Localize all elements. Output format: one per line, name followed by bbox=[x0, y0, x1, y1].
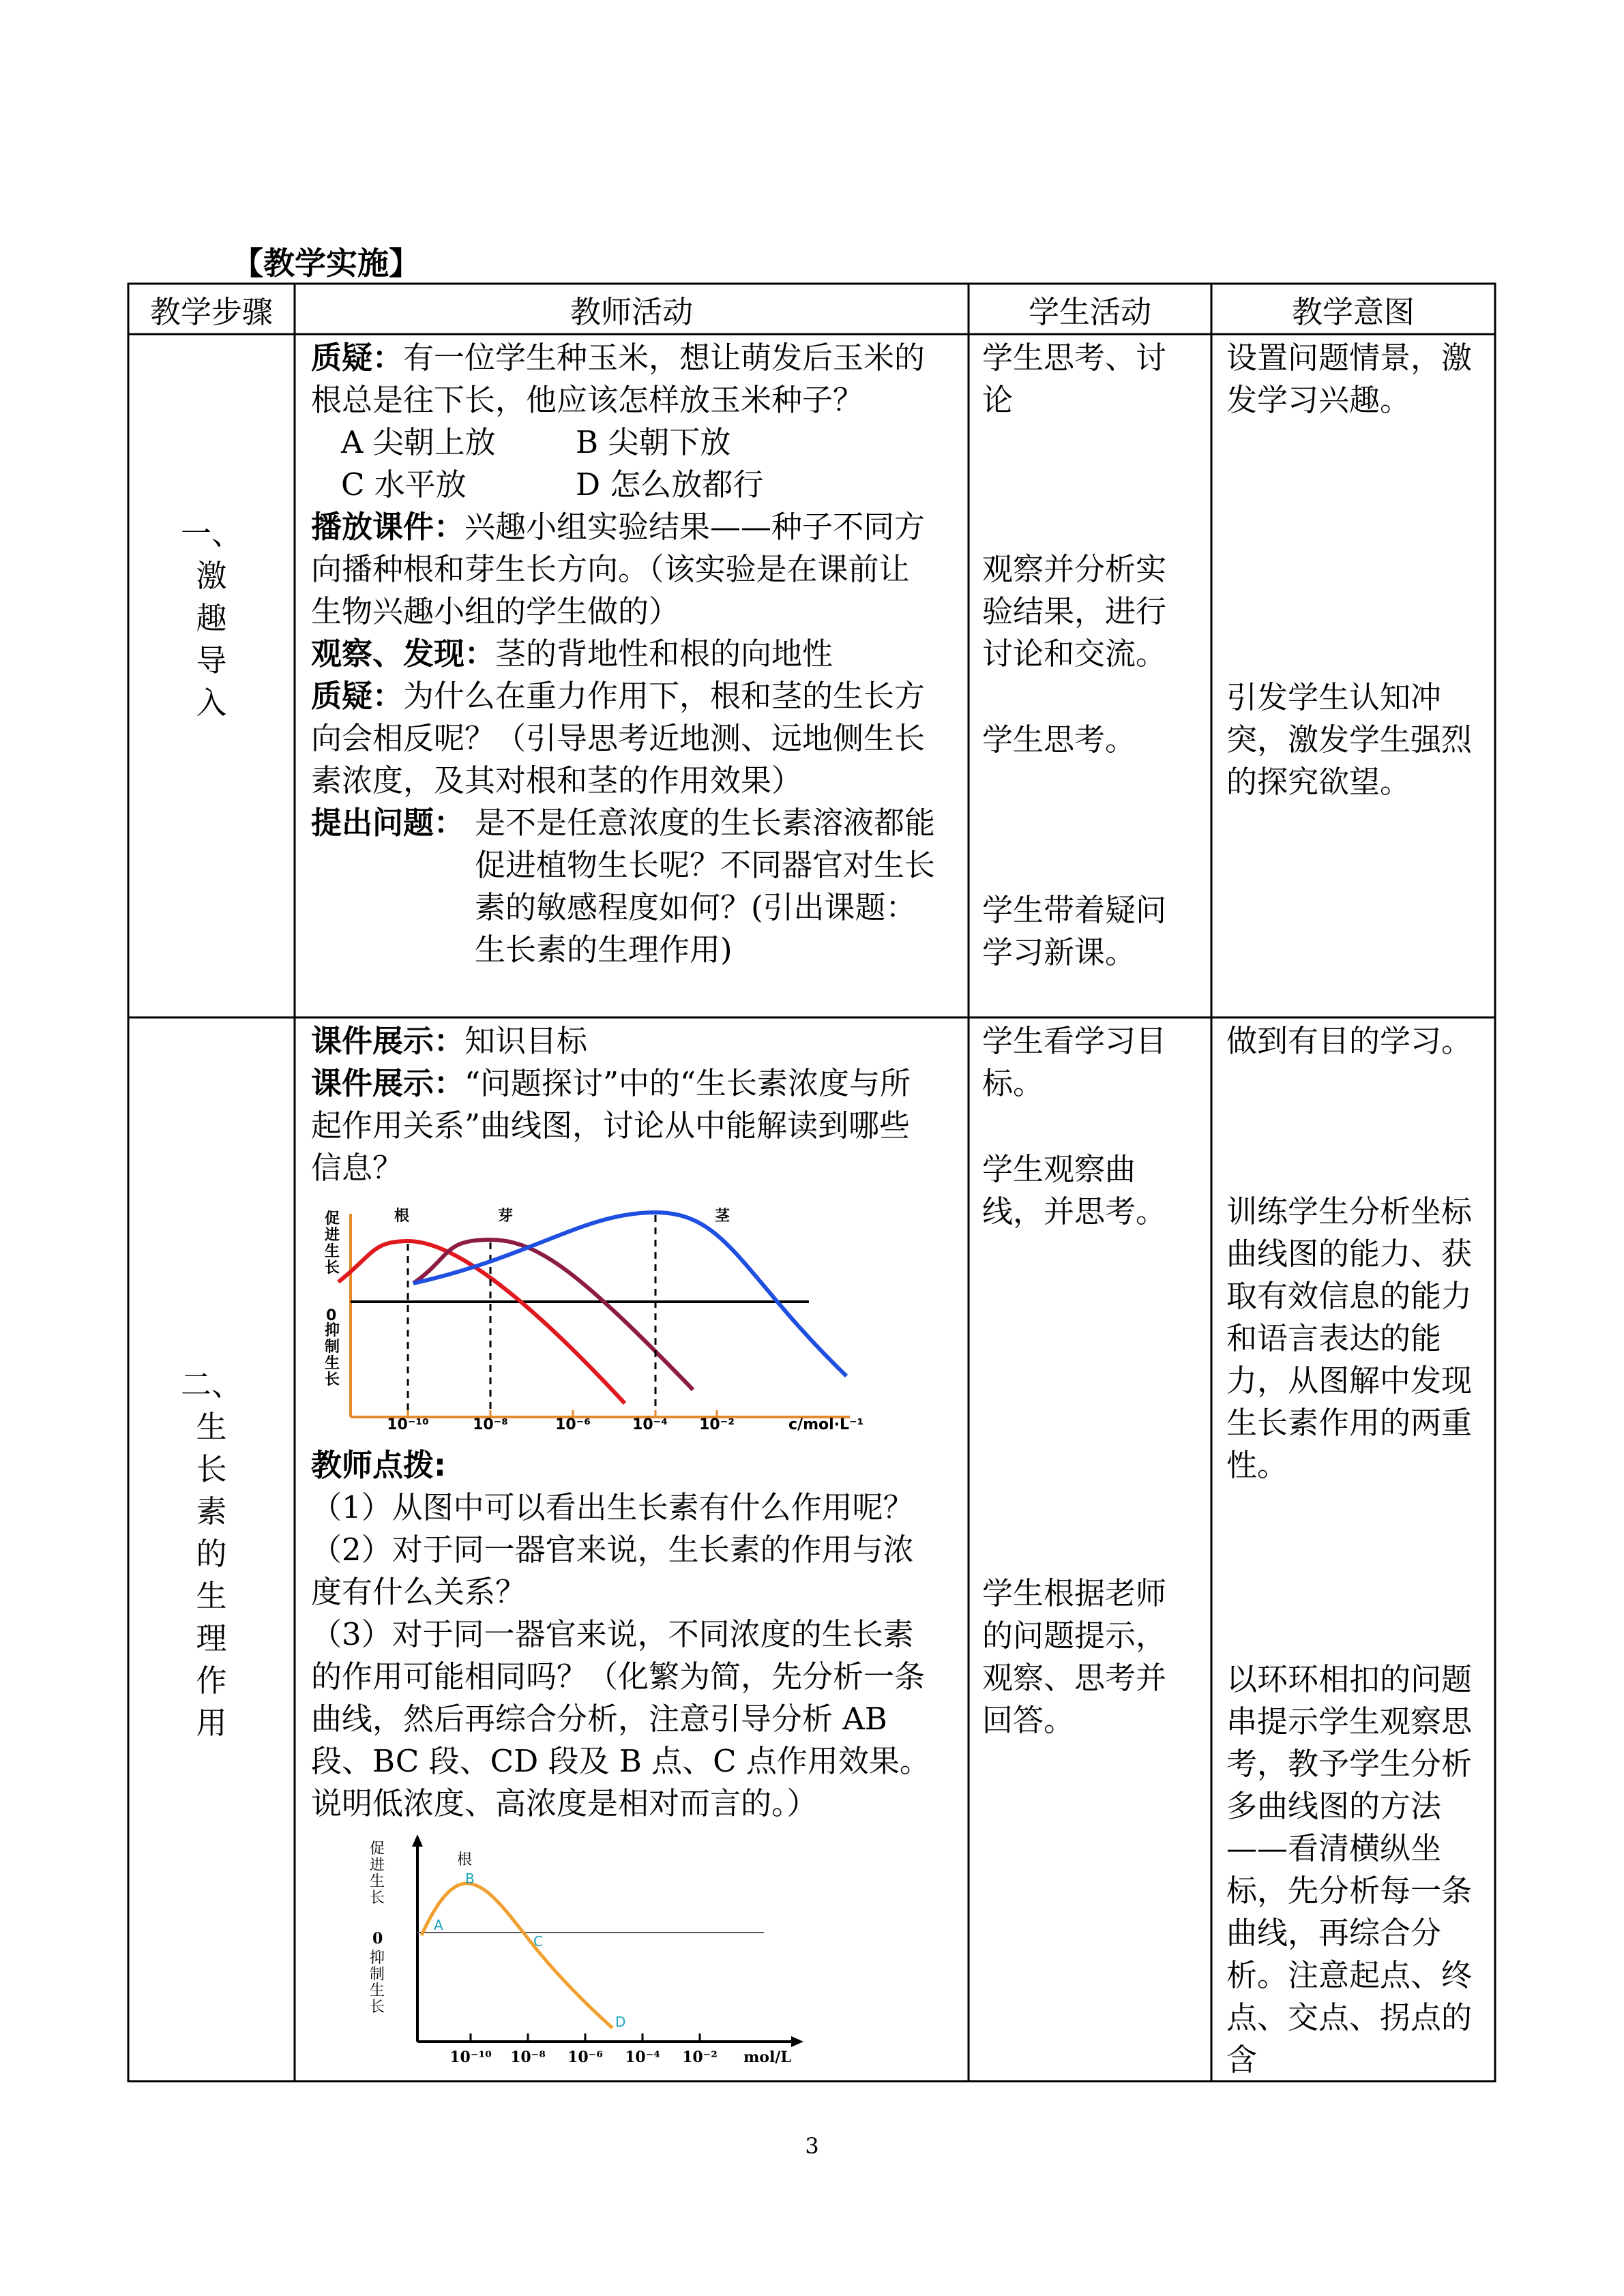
chart2-tick-label: 10⁻⁸ bbox=[510, 2048, 546, 2066]
chart2-tick-label: 10⁻⁶ bbox=[567, 2048, 603, 2066]
row2-teacher-top: 课件展示：知识目标 课件展示：“问题探讨”中的“生长素浓度与所起作用关系”曲线图，讨论从中能解读到哪些信息？ bbox=[311, 1023, 911, 1186]
auxin-concentration-chart bbox=[311, 1200, 877, 1432]
chart1-tick-label: 10⁻¹⁰ bbox=[387, 1416, 429, 1432]
svg-text:促进生长: 促进生长 bbox=[370, 1840, 385, 1907]
chart1-series-1 bbox=[413, 1240, 693, 1390]
header-teacher: 教师活动 bbox=[570, 294, 693, 330]
chart2-tick-label: 10⁻² bbox=[682, 2048, 718, 2066]
section-title: 【教学实施】 bbox=[232, 245, 420, 282]
chart2-point-d: D bbox=[615, 2014, 626, 2030]
row1-intent-i2: 引发学生认知冲突，激发学生强烈的探究欲望。 bbox=[1226, 679, 1473, 800]
svg-text:抑制生长: 抑制生长 bbox=[325, 1322, 340, 1388]
row1-student-s2: 观察并分析实验结果，进行讨论和交流。 bbox=[982, 551, 1167, 672]
chart1-ylabel-top bbox=[325, 1210, 340, 1277]
row1-student-s4: 学生带着疑问学习新课。 bbox=[982, 892, 1167, 970]
header-student: 学生活动 bbox=[1028, 294, 1151, 330]
svg-text:促进生长: 促进生长 bbox=[325, 1210, 340, 1277]
chart1-tick-label: 10⁻² bbox=[699, 1416, 735, 1432]
chart2-series-root bbox=[422, 1883, 612, 2028]
row2-intent-i3: 以环环相扣的问题串提示学生观察思考，教予学生分析多曲线图的方法——看清横纵坐标，先分析每一条曲线，再综合分析。注意起点、终点、交点、拐点的含 bbox=[1226, 1661, 1473, 2078]
row2-student-s3: 学生根据老师的问题提示，观察、思考并回答。 bbox=[982, 1575, 1167, 1738]
chart2-tick-label: 10⁻¹⁰ bbox=[449, 2048, 492, 2066]
header-intent: 教学意图 bbox=[1291, 294, 1415, 330]
row1-student-s1: 学生思考、讨论 bbox=[982, 340, 1167, 418]
chart2-tick-label: 10⁻⁴ bbox=[625, 2048, 660, 2066]
row2-intent-i1: 做到有目的学习。 bbox=[1226, 1023, 1473, 1059]
svg-text:抑制生长: 抑制生长 bbox=[370, 1950, 385, 2016]
row2-step: 二、 生 长 素 的 生 理 作 用 bbox=[180, 1367, 242, 1741]
chart1-xlabel: c/mol·L⁻¹ bbox=[788, 1416, 864, 1432]
chart2-ylabel-zero: 0 bbox=[372, 1930, 383, 1948]
row1-student-s3: 学生思考。 bbox=[982, 721, 1136, 758]
root-auxin-chart bbox=[361, 1834, 866, 2080]
chart2-ylabel-bottom bbox=[370, 1950, 385, 2016]
chart2-ylabel-top bbox=[370, 1840, 385, 1907]
chart1-tick-label: 10⁻⁴ bbox=[632, 1416, 668, 1432]
chart1-tick-label: 10⁻⁶ bbox=[555, 1416, 591, 1432]
chart2-point-b: B bbox=[465, 1870, 475, 1887]
chart1-series-label-bud: 芽 bbox=[498, 1208, 514, 1225]
chart2-series-label-root: 根 bbox=[457, 1851, 473, 1868]
chart1-ylabel-bottom bbox=[325, 1322, 340, 1388]
chart2-point-c: C bbox=[533, 1933, 543, 1950]
row1-teacher: 质疑：有一位学生种玉米，想让萌发后玉米的根总是往下长，他应该怎样放玉米种子？ A 尖朝上放 B 尖朝下放 C 水平放 D 怎么放都行 播放课件：兴趣小组实验结果——种子不同方向播种根和芽生长方向。（该实验是在课前让生物兴趣小组的学生做的） 观察、发现：茎的背地性和根的向地性 质疑：为什么在重力作用下，根和茎的生长方向会相反呢？（引导思考近地测、远地侧生长素浓度，及其对根和茎的作用效果） 提出问题： 是不是任意浓度的生长素溶液都能促进植物生长呢？不同器官对生长素的敏感程度如何？(引出课题：生长素的生理作用) bbox=[311, 340, 936, 968]
row2-intent-i2: 训练学生分析坐标曲线图的能力、获取有效信息的能力和语言表达的能力，从图解中发现生长素作用的两重性。 bbox=[1226, 1193, 1473, 1483]
row2-student-s2: 学生观察曲线，并思考。 bbox=[982, 1151, 1167, 1229]
page-number: 3 bbox=[805, 2133, 819, 2159]
chart2-xlabel: mol/L bbox=[743, 2048, 791, 2066]
chart2-point-a: A bbox=[434, 1917, 443, 1933]
chart1-ylabel-zero: 0 bbox=[326, 1307, 337, 1324]
row1-step: 一、 激 趣 导 入 bbox=[180, 516, 242, 721]
chart2-y-arrow bbox=[412, 1834, 423, 1847]
row2-teacher-guide: 教师点拨: （1）从图中可以看出生长素有什么作用呢？ （2）对于同一器官来说，生长素的作用与浓度有什么关系？ （3）对于同一器官来说，不同浓度的生长素的作用可能相同吗？（化繁为简，先分析一条曲线，然后再综合分析，注意引导分析 AB 段、BC 段、CD 段及 B 点、C 点作用效果。说明低浓度、高浓度是相对而言的。） bbox=[311, 1447, 930, 1821]
row2-student-s1: 学生看学习目标。 bbox=[982, 1023, 1167, 1101]
chart2-x-arrow bbox=[791, 2036, 803, 2047]
chart1-series-label-stem: 茎 bbox=[715, 1208, 730, 1225]
header-step: 教学步骤 bbox=[149, 294, 273, 330]
chart1-series-label-root: 根 bbox=[394, 1208, 410, 1225]
chart1-series-2 bbox=[413, 1212, 846, 1376]
chart1-tick-label: 10⁻⁸ bbox=[473, 1416, 508, 1432]
row1-intent-i1: 设置问题情景，激发学习兴趣。 bbox=[1226, 340, 1473, 418]
